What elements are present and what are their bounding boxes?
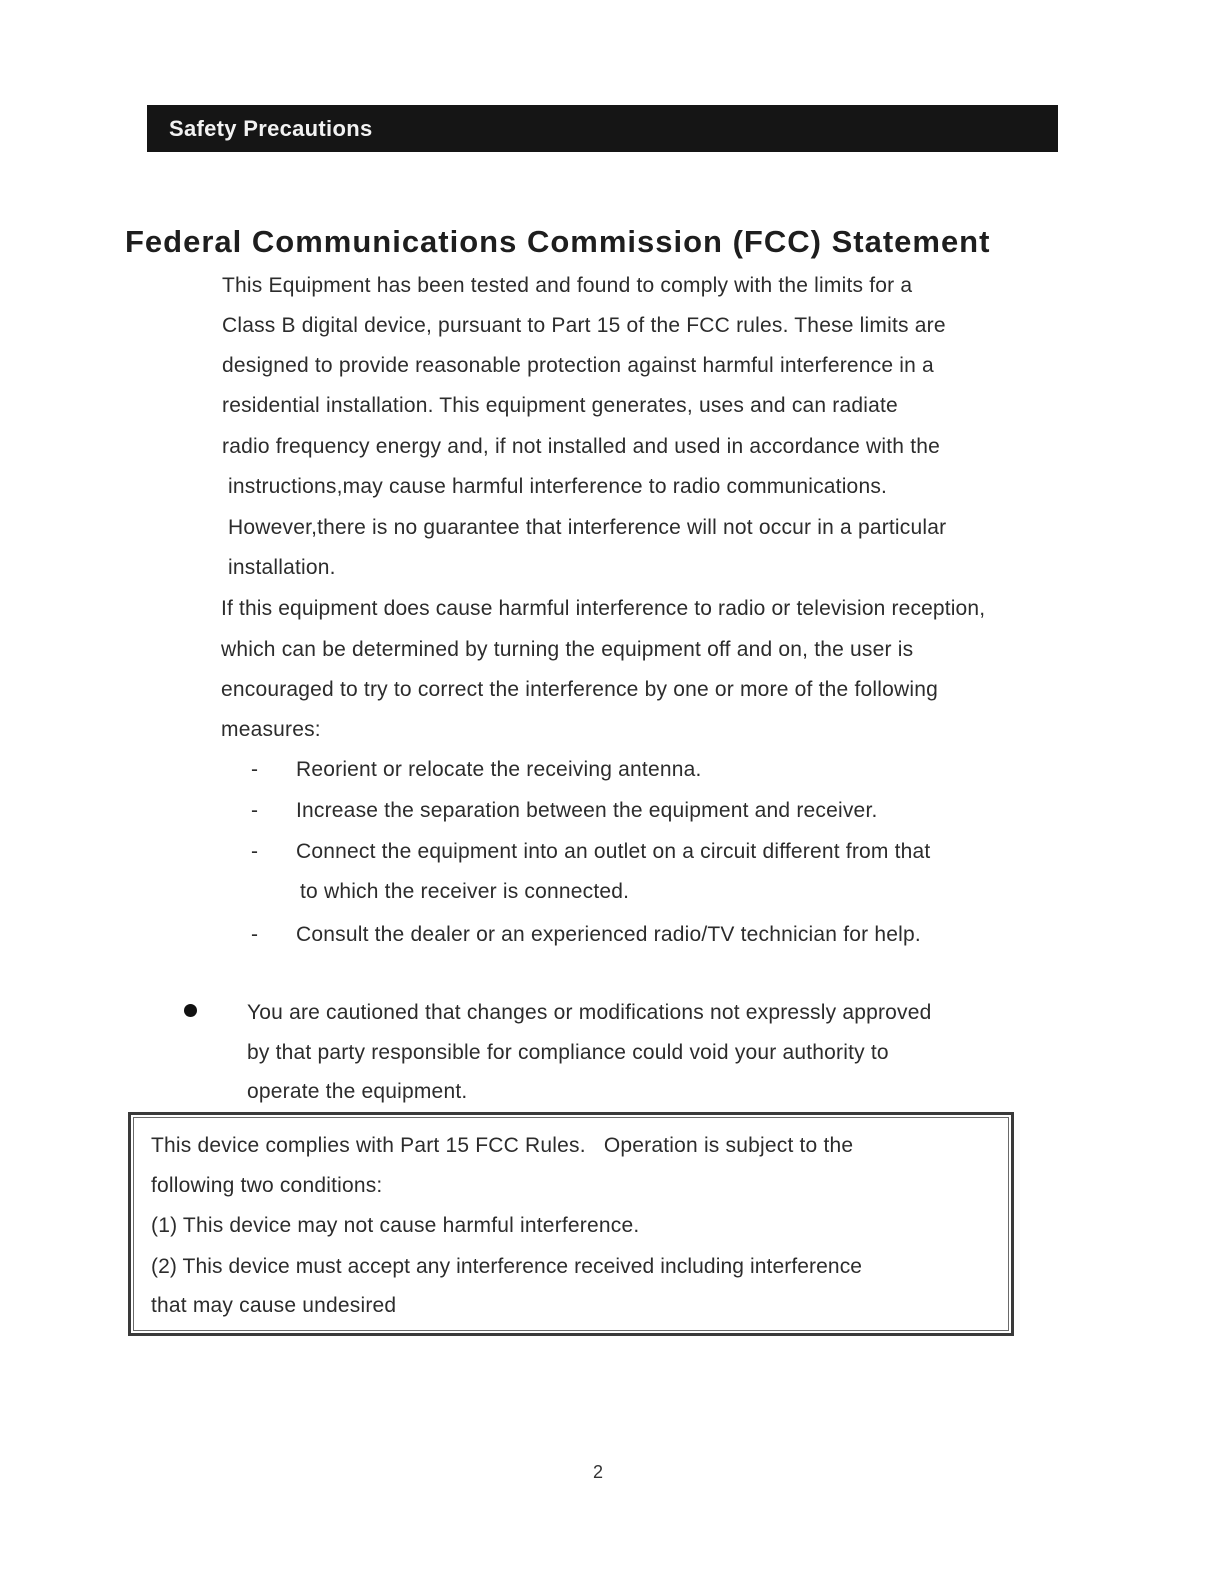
- list-item: Consult the dealer or an experienced radio/TV technician for help.: [296, 923, 921, 946]
- list-item: Reorient or relocate the receiving antenna.: [296, 758, 702, 781]
- page-number: 2: [593, 1462, 604, 1482]
- paragraph-line: designed to provide reasonable protection against harmful interference in a: [222, 354, 934, 377]
- notice-line: that may cause undesired: [151, 1294, 397, 1317]
- list-item: Increase the separation between the equipment and receiver.: [296, 799, 878, 822]
- dash-marker: -: [251, 840, 258, 863]
- paragraph-line: operate the equipment.: [247, 1080, 468, 1103]
- section-title: Safety Precautions: [169, 115, 373, 141]
- paragraph-line: residential installation. This equipment generates, uses and can radiate: [222, 394, 898, 417]
- paragraph-line: which can be determined by turning the equipment off and on, the user is: [221, 638, 914, 661]
- paragraph-line: measures:: [221, 718, 321, 741]
- paragraph-line: instructions,may cause harmful interference to radio communications.: [228, 475, 888, 498]
- list-item-continuation: to which the receiver is connected.: [300, 880, 630, 903]
- paragraph-line: radio frequency energy and, if not installed and used in accordance with the: [222, 435, 940, 458]
- list-item: Connect the equipment into an outlet on a circuit different from that: [296, 840, 931, 863]
- paragraph-line: You are cautioned that changes or modifications not expressly approved: [247, 1001, 932, 1024]
- paragraph-line: Class B digital device, pursuant to Part 15 of the FCC rules. These limits are: [222, 314, 946, 337]
- notice-line: This device complies with Part 15 FCC Rules. Operation is subject to the: [151, 1134, 854, 1157]
- notice-line: (1) This device may not cause harmful interference.: [151, 1214, 640, 1237]
- section-header-bar: [147, 105, 1058, 152]
- paragraph-line: encouraged to try to correct the interference by one or more of the following: [221, 678, 938, 701]
- dash-marker: -: [251, 758, 258, 781]
- paragraph-line: This Equipment has been tested and found to comply with the limits for a: [222, 274, 913, 297]
- page-heading: Federal Communications Commission (FCC) Statement: [125, 224, 991, 259]
- paragraph-line: However,there is no guarantee that interference will not occur in a particular: [228, 516, 947, 539]
- bullet-icon: [184, 1004, 197, 1017]
- paragraph-line: installation.: [228, 556, 336, 579]
- paragraph-line: If this equipment does cause harmful interference to radio or television reception,: [221, 597, 986, 620]
- dash-marker: -: [251, 799, 258, 822]
- notice-line: (2) This device must accept any interference received including interference: [151, 1255, 863, 1278]
- notice-line: following two conditions:: [151, 1174, 383, 1197]
- dash-marker: -: [251, 923, 258, 946]
- paragraph-line: by that party responsible for compliance could void your authority to: [247, 1041, 889, 1064]
